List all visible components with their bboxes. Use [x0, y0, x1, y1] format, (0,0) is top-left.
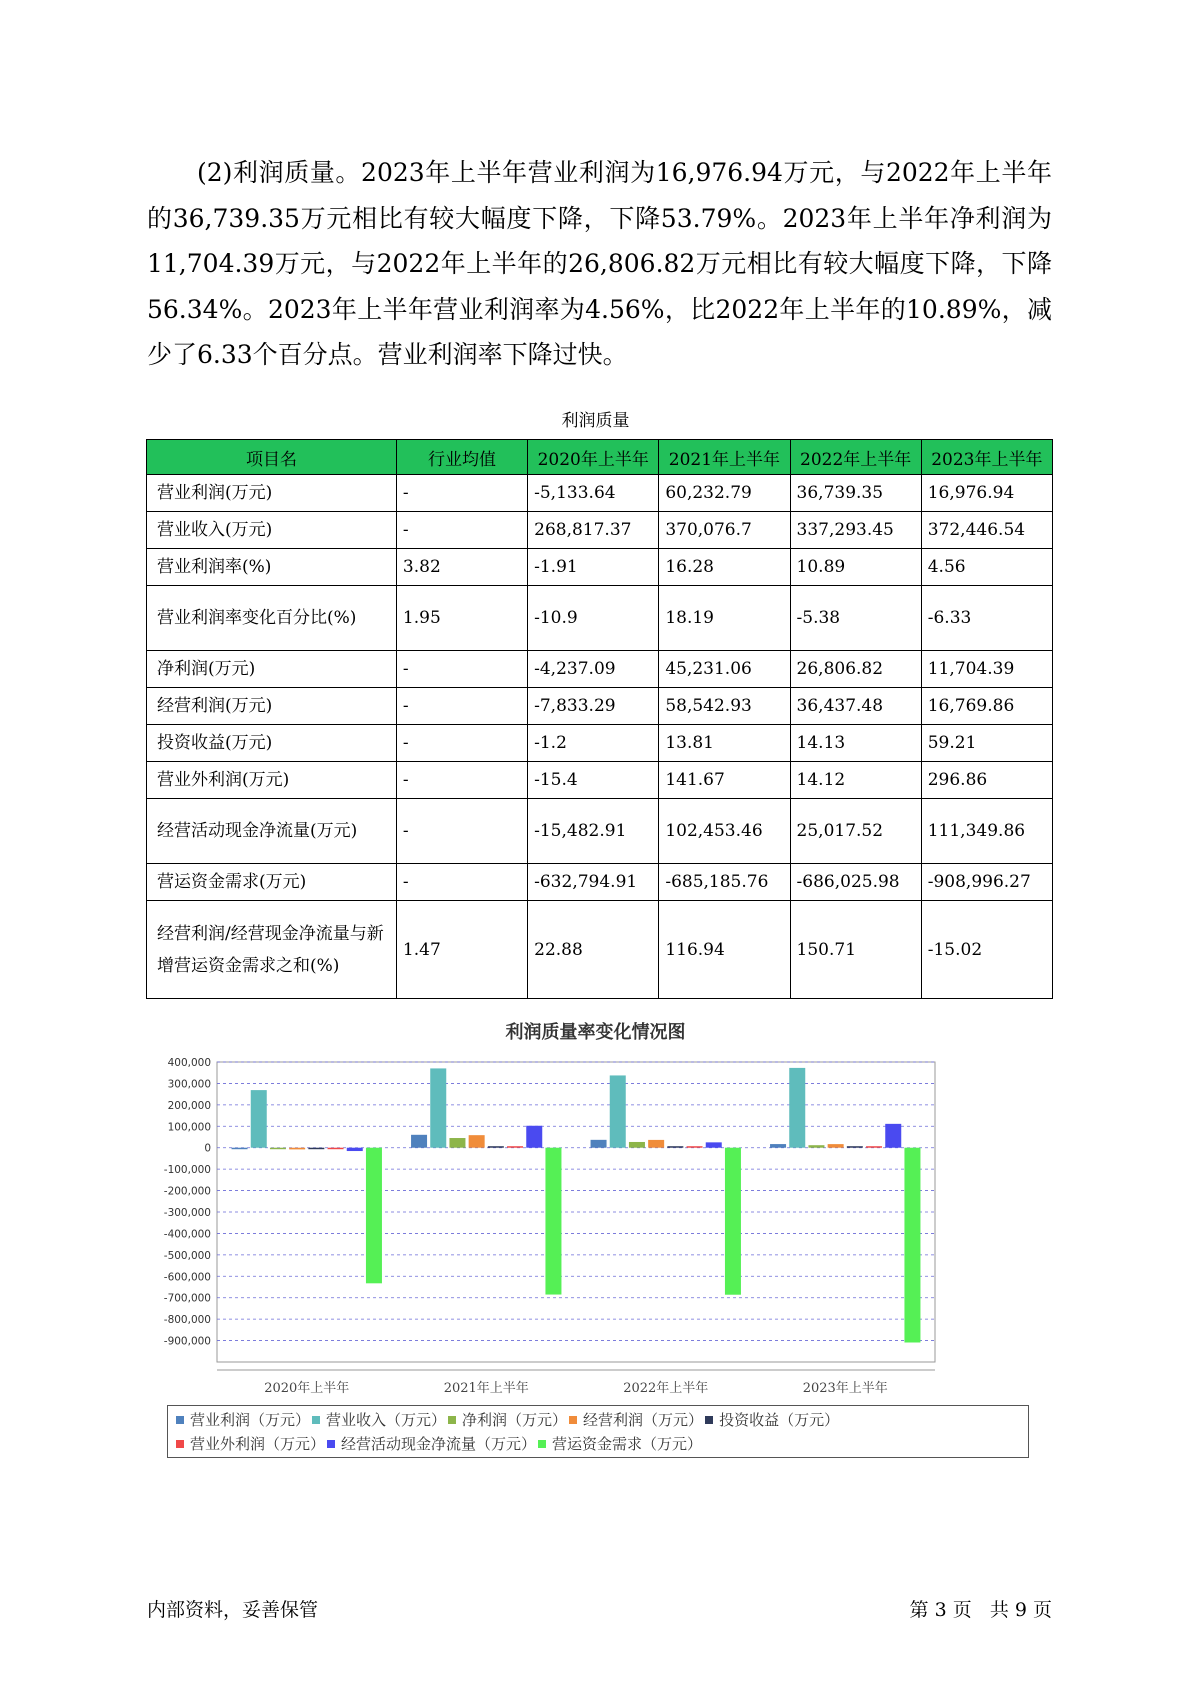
value-cell: -908,996.27 — [921, 864, 1052, 901]
legend-item[interactable] — [448, 1408, 567, 1432]
legend-label: 净利润（万元） — [462, 1411, 568, 1429]
value-cell: -632,794.91 — [528, 864, 659, 901]
bar — [488, 1146, 504, 1148]
row-label-cell: 营业利润(万元) — [147, 475, 397, 512]
y-tick-label: -700,000 — [163, 1292, 211, 1305]
value-cell: -10.9 — [528, 586, 659, 651]
value-cell: 268,817.37 — [528, 512, 659, 549]
legend-item[interactable] — [312, 1408, 446, 1432]
value-cell: 60,232.79 — [659, 475, 790, 512]
legend-label: 投资收益（万元） — [719, 1411, 840, 1429]
y-tick-label: -500,000 — [163, 1249, 211, 1262]
value-cell: - — [396, 864, 527, 901]
bar — [629, 1142, 645, 1148]
value-cell: -1.2 — [528, 725, 659, 762]
y-tick-label: -100,000 — [163, 1164, 211, 1177]
y-tick-label: -600,000 — [163, 1271, 211, 1284]
value-cell: 1.47 — [396, 901, 527, 999]
footer-page-number: 第 3 页 — [909, 1599, 972, 1621]
y-tick-label: -800,000 — [163, 1314, 211, 1327]
value-cell: -6.33 — [921, 586, 1052, 651]
y-tick-label: 300,000 — [167, 1078, 211, 1091]
bar — [308, 1148, 324, 1150]
plot-area — [217, 1062, 935, 1362]
bar — [667, 1146, 683, 1148]
value-cell: 11,704.39 — [921, 651, 1052, 688]
value-cell: -685,185.76 — [659, 864, 790, 901]
table-row — [147, 688, 1053, 725]
value-cell: 150.71 — [790, 901, 921, 999]
profit-quality-table — [146, 439, 1053, 999]
y-tick-label: -300,000 — [163, 1207, 211, 1219]
value-cell: 370,076.7 — [659, 512, 790, 549]
bar — [469, 1135, 485, 1148]
bar — [449, 1138, 465, 1148]
value-cell: 59.21 — [921, 725, 1052, 762]
value-cell: 36,739.35 — [790, 475, 921, 512]
y-tick-label: -900,000 — [163, 1335, 211, 1348]
legend-item[interactable] — [327, 1432, 536, 1456]
value-cell: 13.81 — [659, 725, 790, 762]
value-cell: 36,437.48 — [790, 688, 921, 725]
legend-label: 营运资金需求（万元） — [552, 1435, 703, 1453]
row-label-cell: 营业外利润(万元) — [147, 762, 397, 799]
bar — [232, 1148, 248, 1150]
bar — [411, 1135, 427, 1148]
bar — [789, 1068, 805, 1148]
bar — [610, 1075, 626, 1147]
bar — [328, 1148, 344, 1150]
value-cell: 14.13 — [790, 725, 921, 762]
value-cell: 102,453.46 — [659, 799, 790, 864]
y-tick-label: 400,000 — [167, 1057, 211, 1069]
value-cell: 4.56 — [921, 549, 1052, 586]
value-cell: 16.28 — [659, 549, 790, 586]
bar — [687, 1146, 703, 1148]
row-label-cell: 营业利润率(%) — [147, 549, 397, 586]
legend-swatch — [448, 1416, 456, 1424]
legend-label: 营业收入（万元） — [326, 1411, 447, 1429]
value-cell: 372,446.54 — [921, 512, 1052, 549]
bar — [591, 1140, 607, 1148]
x-tick-label: 2023年上半年 — [802, 1381, 888, 1396]
bar — [847, 1146, 863, 1148]
paragraph-text: (2)利润质量。2023年上半年营业利润为16,976.94万元，与2022年上半年的36,739.35万元相比有较大幅度下降，下降53.79%。2023年上半年净利润为11,704.39万元，与2022年上半年的26,806.82万元相比有较大幅度下降，下降56.34%。2023年上半年营业利润率为4.56%，比2022年上半年的10.89%，减少了6.33个百分点。营业利润率下降过快。 — [147, 158, 1052, 369]
header-2022: 2022年上半年 — [790, 440, 921, 475]
value-cell: -15.02 — [921, 901, 1052, 999]
legend-swatch — [569, 1416, 577, 1424]
x-tick-label: 2022年上半年 — [623, 1381, 709, 1396]
bar — [828, 1144, 844, 1148]
table-title: 利润质量 — [561, 411, 630, 431]
value-cell: 25,017.52 — [790, 799, 921, 864]
legend-item[interactable] — [538, 1432, 702, 1456]
y-tick-label: 0 — [204, 1142, 211, 1155]
value-cell: -7,833.29 — [528, 688, 659, 725]
x-tick-label: 2021年上半年 — [443, 1381, 529, 1396]
bar — [366, 1148, 382, 1284]
legend-swatch — [176, 1416, 184, 1424]
value-cell: 16,976.94 — [921, 475, 1052, 512]
header-2021: 2021年上半年 — [659, 440, 790, 475]
legend-swatch — [538, 1440, 546, 1448]
table-row — [147, 725, 1053, 762]
value-cell: - — [396, 512, 527, 549]
legend-label: 经营活动现金净流量（万元） — [341, 1435, 537, 1453]
x-tick-label: 2020年上半年 — [264, 1381, 350, 1396]
chart-legend — [167, 1405, 1029, 1458]
value-cell: -5,133.64 — [528, 475, 659, 512]
bar-chart — [160, 1050, 1030, 1400]
value-cell: 16,769.86 — [921, 688, 1052, 725]
table-row — [147, 762, 1053, 799]
y-tick-label: 100,000 — [167, 1121, 211, 1134]
bar — [430, 1068, 446, 1147]
header-item: 项目名 — [147, 440, 397, 475]
row-label-cell: 经营利润/经营现金净流量与新增营运资金需求之和(%) — [147, 901, 397, 999]
y-tick-label: 200,000 — [167, 1099, 211, 1112]
value-cell: -5.38 — [790, 586, 921, 651]
header-industry-avg: 行业均值 — [396, 440, 527, 475]
value-cell: 3.82 — [396, 549, 527, 586]
table-row — [147, 586, 1053, 651]
legend-item[interactable] — [176, 1432, 325, 1456]
row-label-cell: 净利润(万元) — [147, 651, 397, 688]
value-cell: 141.67 — [659, 762, 790, 799]
value-cell: -4,237.09 — [528, 651, 659, 688]
row-label-cell: 营业收入(万元) — [147, 512, 397, 549]
table-row — [147, 475, 1053, 512]
value-cell: 14.12 — [790, 762, 921, 799]
legend-row — [176, 1408, 1020, 1432]
bar — [648, 1140, 664, 1148]
value-cell: -15,482.91 — [528, 799, 659, 864]
table-row — [147, 799, 1053, 864]
value-cell: - — [396, 651, 527, 688]
table-header-row — [147, 440, 1053, 475]
value-cell: - — [396, 688, 527, 725]
value-cell: 111,349.86 — [921, 799, 1052, 864]
legend-swatch — [327, 1440, 335, 1448]
table-body — [147, 475, 1053, 999]
legend-item[interactable] — [569, 1408, 703, 1432]
value-cell: 296.86 — [921, 762, 1052, 799]
row-label-cell: 投资收益(万元) — [147, 725, 397, 762]
value-cell: -686,025.98 — [790, 864, 921, 901]
bar — [347, 1148, 363, 1151]
legend-swatch — [176, 1440, 184, 1448]
bar — [725, 1148, 741, 1295]
value-cell: - — [396, 799, 527, 864]
bar — [270, 1148, 286, 1150]
y-tick-label: -400,000 — [163, 1228, 211, 1241]
footer-confidential: 内部资料，妥善保管 — [147, 1599, 319, 1621]
footer-page-info — [910, 1595, 1052, 1622]
value-cell: - — [396, 475, 527, 512]
bar — [706, 1142, 722, 1147]
chart-title: 利润质量率变化情况图 — [505, 1022, 686, 1043]
legend-label: 营业外利润（万元） — [190, 1435, 326, 1453]
value-cell: 337,293.45 — [790, 512, 921, 549]
bar — [885, 1124, 901, 1148]
header-2020: 2020年上半年 — [528, 440, 659, 475]
table-row — [147, 512, 1053, 549]
table-row — [147, 864, 1053, 901]
row-label-cell: 营业利润率变化百分比(%) — [147, 586, 397, 651]
legend-swatch — [312, 1416, 320, 1424]
bar — [526, 1126, 542, 1148]
table-row — [147, 651, 1053, 688]
table-row — [147, 549, 1053, 586]
bar — [770, 1144, 786, 1148]
value-cell: -15.4 — [528, 762, 659, 799]
profit-quality-paragraph — [147, 150, 1052, 378]
value-cell: - — [396, 725, 527, 762]
value-cell: 26,806.82 — [790, 651, 921, 688]
legend-item[interactable] — [176, 1408, 310, 1432]
value-cell: 22.88 — [528, 901, 659, 999]
row-label-cell: 经营利润(万元) — [147, 688, 397, 725]
row-label-cell: 营运资金需求(万元) — [147, 864, 397, 901]
value-cell: - — [396, 762, 527, 799]
legend-swatch — [705, 1416, 713, 1424]
bar — [545, 1148, 561, 1295]
bar — [808, 1145, 824, 1148]
table-row — [147, 901, 1053, 999]
value-cell: 116.94 — [659, 901, 790, 999]
value-cell: 58,542.93 — [659, 688, 790, 725]
value-cell: 18.19 — [659, 586, 790, 651]
value-cell: 45,231.06 — [659, 651, 790, 688]
bar — [507, 1146, 523, 1148]
row-label-cell: 经营活动现金净流量(万元) — [147, 799, 397, 864]
legend-label: 经营利润（万元） — [583, 1411, 704, 1429]
header-2023: 2023年上半年 — [921, 440, 1052, 475]
footer-total-pages: 共 9 页 — [989, 1599, 1052, 1621]
y-tick-label: -200,000 — [163, 1185, 211, 1198]
legend-label: 营业利润（万元） — [190, 1411, 311, 1429]
value-cell: -1.91 — [528, 549, 659, 586]
bar — [251, 1090, 267, 1148]
bar — [904, 1148, 920, 1343]
value-cell: 10.89 — [790, 549, 921, 586]
legend-item[interactable] — [705, 1408, 839, 1432]
bar — [866, 1146, 882, 1148]
bar — [289, 1148, 305, 1150]
legend-row — [176, 1432, 1020, 1456]
value-cell: 1.95 — [396, 586, 527, 651]
